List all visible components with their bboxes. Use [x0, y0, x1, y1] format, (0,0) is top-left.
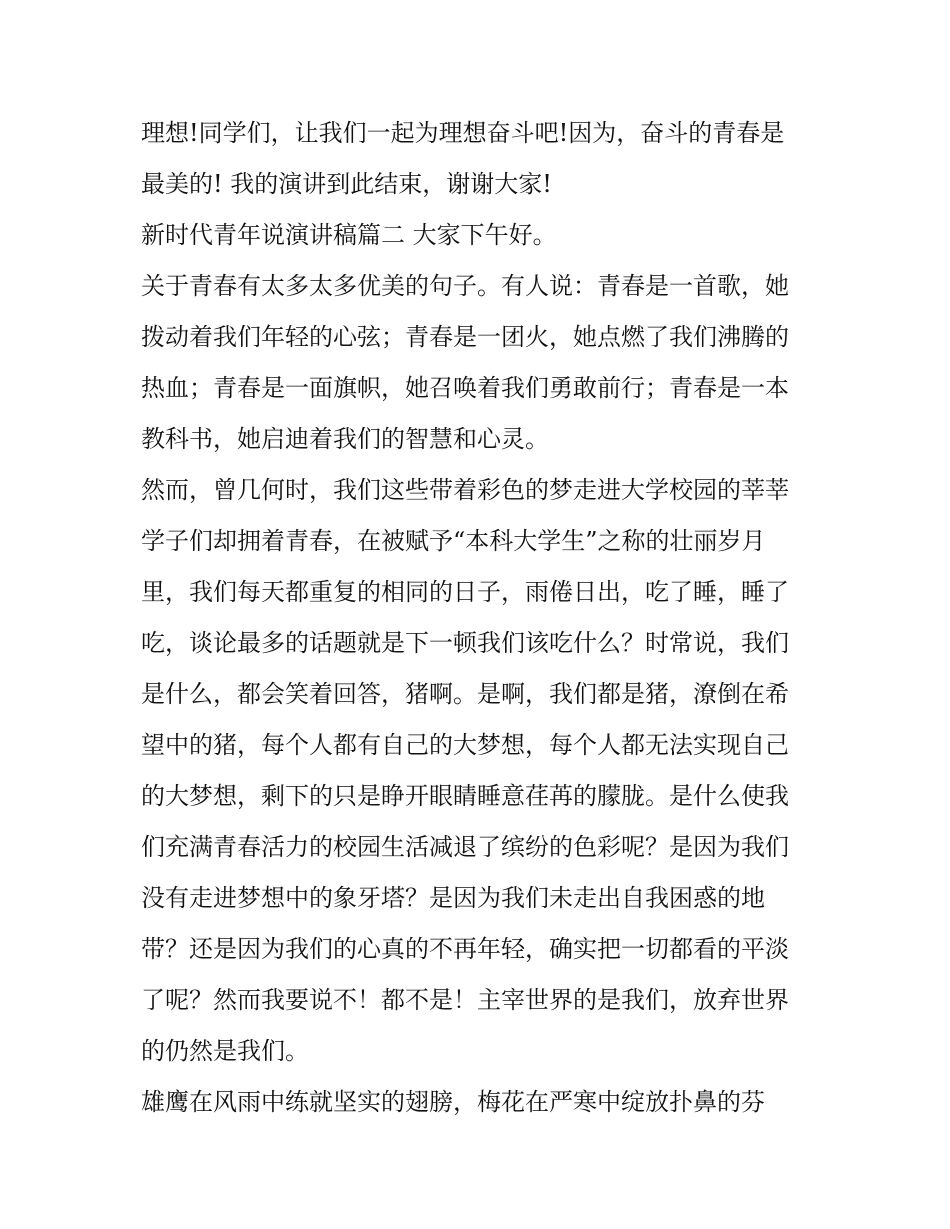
text-line: 拨动着我们年轻的心弦；青春是一团火，她点燃了我们沸腾的 — [141, 323, 789, 351]
text-line: 关于青春有太多太多优美的句子。有人说：青春是一首歌，她 — [141, 272, 789, 300]
body-text — [141, 108, 821, 1128]
text-line: 带？还是因为我们的心真的不再年轻，确实把一切都看的平淡 — [141, 935, 789, 963]
text-line: 的大梦想，剩下的只是睁开眼睛睡意荏苒的朦胧。是什么使我 — [141, 782, 789, 810]
text-line: 是什么，都会笑着回答，猪啊。是啊，我们都是猪，潦倒在希 — [141, 680, 789, 708]
text-line: 学子们却拥着青春，在被赋予“本科大学生”之称的壮丽岁月 — [141, 527, 766, 555]
text-line: 教科书，她启迪着我们的智慧和心灵。 — [141, 425, 549, 453]
text-line: 了呢？然而我要说不！都不是！主宰世界的是我们，放弃世界 — [141, 986, 789, 1014]
section-heading-line: 新时代青年说演讲稿篇二 大家下午好。 — [141, 221, 557, 249]
text-line: 雄鹰在风雨中练就坚实的翅膀，梅花在严寒中绽放扑鼻的芬 — [141, 1088, 765, 1116]
text-line: 望中的猪，每个人都有自己的大梦想，每个人都无法实现自己 — [141, 731, 789, 759]
text-line: 里，我们每天都重复的相同的日子，雨倦日出，吃了睡，睡了 — [141, 578, 789, 606]
text-line: 理想!同学们，让我们一起为理想奋斗吧!因为，奋斗的青春是 — [141, 119, 785, 147]
text-line: 的仍然是我们。 — [141, 1037, 309, 1065]
text-line: 没有走进梦想中的象牙塔？是因为我们未走出自我困惑的地 — [141, 884, 765, 912]
text-line: 最美的! 我的演讲到此结束，谢谢大家! — [141, 170, 552, 198]
text-line: 然而，曾几何时，我们这些带着彩色的梦走进大学校园的莘莘 — [141, 476, 789, 504]
text-line: 热血；青春是一面旗帜，她召唤着我们勇敢前行；青春是一本 — [141, 374, 789, 402]
text-line: 们充满青春活力的校园生活减退了缤纷的色彩呢？是因为我们 — [141, 833, 789, 861]
text-line: 吃，谈论最多的话题就是下一顿我们该吃什么？时常说，我们 — [141, 629, 789, 657]
